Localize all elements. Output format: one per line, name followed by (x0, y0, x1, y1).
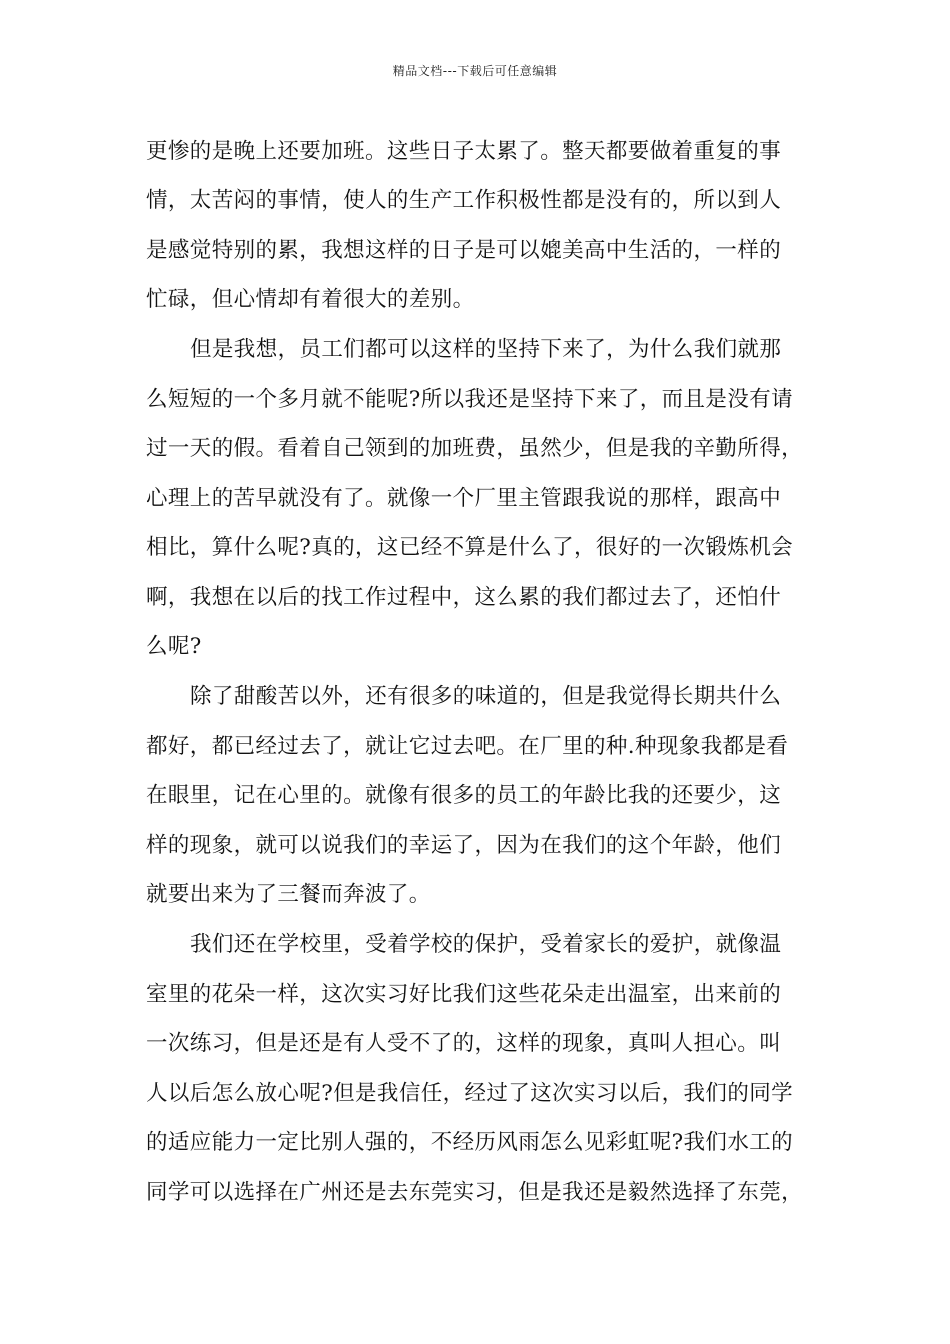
paragraph-first-line: 除了甜酸苦以外，还有很多的味道的，但是我觉得长期共什么 (190, 684, 782, 709)
text-line: 都好，都已经过去了，就让它过去吧。在厂里的种.种现象我都是看 (146, 734, 789, 759)
paragraph-first-line: 我们还在学校里，受着学校的保护，受着家长的爱护，就像温 (190, 932, 782, 957)
text-line: 情，太苦闷的事情，使人的生产工作积极性都是没有的，所以到人 (146, 188, 782, 213)
text-line: 相比，算什么呢?真的，这已经不算是什么了，很好的一次锻炼机会 (146, 535, 794, 560)
text-line: 忙碌，但心情却有着很大的差别。 (146, 287, 475, 312)
text-line: 么呢? (146, 634, 202, 659)
paragraph-first-line: 但是我想，员工们都可以这样的坚持下来了，为什么我们就那 (190, 337, 782, 362)
text-line: 更惨的是晚上还要加班。这些日子太累了。整天都要做着重复的事 (146, 139, 782, 164)
text-line: 一次练习，但是还是有人受不了的，这样的现象，真叫人担心。叫 (146, 1031, 782, 1056)
text-line: 么短短的一个多月就不能呢?所以我还是坚持下来了，而且是没有请 (146, 387, 794, 412)
text-line: 就要出来为了三餐而奔波了。 (146, 882, 431, 907)
text-line: 样的现象，就可以说我们的幸运了，因为在我们的这个年龄，他们 (146, 833, 782, 858)
text-line: 人以后怎么放心呢?但是我信任，经过了这次实习以后，我们的同学 (146, 1081, 794, 1106)
text-line: 的适应能力一定比别人强的，不经历风雨怎么见彩虹呢?我们水工的 (146, 1130, 794, 1155)
text-line: 室里的花朵一样，这次实习好比我们这些花朵走出温室，出来前的 (146, 982, 782, 1007)
text-line: 啊，我想在以后的找工作过程中，这么累的我们都过去了，还怕什 (146, 585, 782, 610)
text-line: 是感觉特别的累，我想这样的日子是可以媲美高中生活的，一样的 (146, 238, 782, 263)
text-line: 同学可以选择在广州还是去东莞实习，但是我还是毅然选择了东莞， (146, 1180, 804, 1205)
text-line: 在眼里，记在心里的。就像有很多的员工的年龄比我的还要少，这 (146, 783, 782, 808)
text-line: 心理上的苦早就没有了。就像一个厂里主管跟我说的那样，跟高中 (146, 486, 782, 511)
page-header: 精品文档---下载后可任意编辑 (392, 64, 558, 78)
text-line: 过一天的假。看着自己领到的加班费，虽然少，但是我的辛勤所得， (146, 436, 804, 461)
